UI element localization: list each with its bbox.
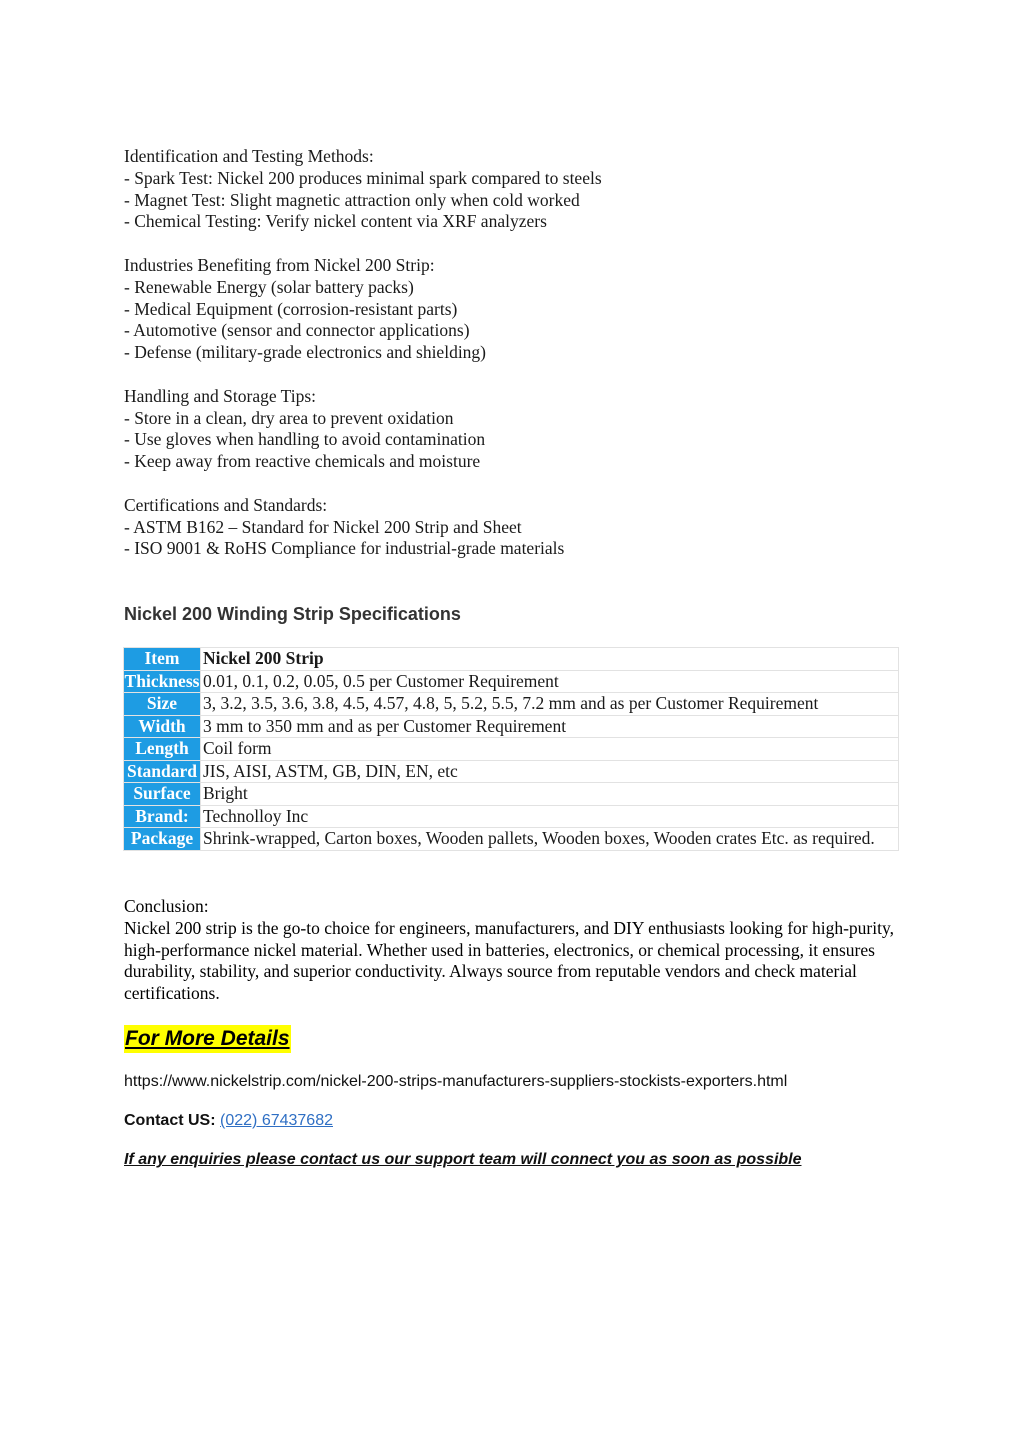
spec-key: Item <box>124 648 201 671</box>
table-row <box>124 828 899 851</box>
enquiry-note: If any enquiries please contact us our support team will connect you as soon as possible <box>124 1151 802 1168</box>
table-row <box>124 648 899 671</box>
list-item: - Medical Equipment (corrosion-resistant parts) <box>124 298 458 319</box>
spec-key: Length <box>124 738 201 761</box>
contact-line <box>124 1112 333 1130</box>
section-heading: Industries Benefiting from Nickel 200 Strip: <box>124 254 435 275</box>
list-item: - Use gloves when handling to avoid contamination <box>124 429 486 450</box>
spec-key: Surface <box>124 783 201 806</box>
list-item: - Renewable Energy (solar battery packs) <box>124 276 414 297</box>
section-identification <box>124 146 900 233</box>
contact-label: Contact US: <box>124 1112 216 1129</box>
table-row <box>124 738 899 761</box>
product-url[interactable]: https://www.nickelstrip.com/nickel-200-strips-manufacturers-suppliers-stockists-exporters.html <box>124 1073 788 1090</box>
list-item: - ISO 9001 & RoHS Compliance for industrial-grade materials <box>124 538 565 559</box>
section-certifications <box>124 495 900 560</box>
section-heading: Identification and Testing Methods: <box>124 146 374 166</box>
list-item: - Automotive (sensor and connector applications) <box>124 320 470 341</box>
specs-title: Nickel 200 Winding Strip Specifications <box>124 604 461 624</box>
conclusion-heading: Conclusion: <box>124 896 209 916</box>
spec-value: 0.01, 0.1, 0.2, 0.05, 0.5 per Customer Requirement <box>201 670 899 693</box>
table-row <box>124 693 899 716</box>
list-item: - ASTM B162 – Standard for Nickel 200 Strip and Sheet <box>124 516 522 537</box>
spec-key: Thickness <box>124 670 200 691</box>
spec-value: JIS, AISI, ASTM, GB, DIN, EN, etc <box>201 760 899 783</box>
spec-value: Shrink-wrapped, Carton boxes, Wooden pallets, Wooden boxes, Wooden crates Etc. as required. <box>201 828 899 851</box>
spec-key: Size <box>124 693 201 716</box>
section-industries <box>124 255 900 364</box>
spec-value: Coil form <box>201 738 899 761</box>
table-row <box>124 715 899 738</box>
spec-value: 3 mm to 350 mm and as per Customer Requirement <box>201 715 899 738</box>
list-item: - Spark Test: Nickel 200 produces minimal spark compared to steels <box>124 167 602 188</box>
table-row <box>124 670 899 693</box>
spec-key: Brand: <box>124 805 201 828</box>
conclusion <box>124 896 900 1005</box>
list-item: - Chemical Testing: Verify nickel content via XRF analyzers <box>124 211 547 232</box>
phone-link[interactable]: (022) 67437682 <box>220 1112 333 1129</box>
table-row <box>124 783 899 806</box>
spec-value: Technolloy Inc <box>201 805 899 828</box>
section-heading: Certifications and Standards: <box>124 494 328 515</box>
more-details-link[interactable]: For More Details <box>124 1025 291 1053</box>
table-row <box>124 805 899 828</box>
list-item: - Defense (military-grade electronics and shielding) <box>124 342 487 363</box>
list-item: - Store in a clean, dry area to prevent oxidation <box>124 407 454 428</box>
info-sections <box>124 146 900 560</box>
spec-value: 3, 3.2, 3.5, 3.6, 3.8, 4.5, 4.57, 4.8, 5, 5.2, 5.5, 7.2 mm and as per Customer Requirement <box>201 693 899 716</box>
list-item: - Keep away from reactive chemicals and moisture <box>124 451 481 472</box>
spec-key: Width <box>124 715 201 738</box>
section-heading: Handling and Storage Tips: <box>124 385 317 406</box>
list-item: - Magnet Test: Slight magnetic attraction only when cold worked <box>124 189 580 210</box>
section-handling <box>124 386 900 473</box>
spec-key: Standard <box>124 760 201 783</box>
conclusion-body: Nickel 200 strip is the go-to choice for engineers, manufacturers, and DIY enthusiasts looking for high-purity, high-performance nickel material. Whether used in batteries, electronics, or chemical processing, it ensures durability, stability, and superior conductivity. Always source from reputable vendors and check material certifications. <box>124 917 894 1004</box>
table-row <box>124 760 899 783</box>
specs-table <box>123 647 899 851</box>
spec-value: Nickel 200 Strip <box>201 648 899 671</box>
spec-key: Package <box>124 828 201 851</box>
spec-value: Bright <box>201 783 899 806</box>
